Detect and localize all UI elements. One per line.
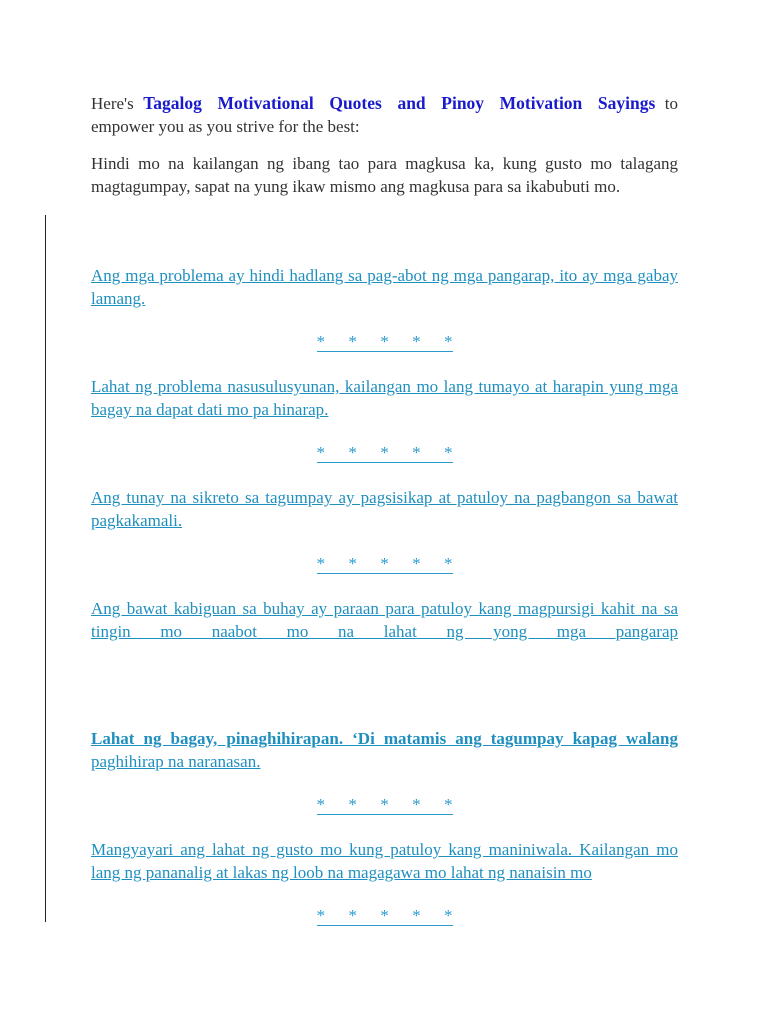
margin-rule: [45, 215, 46, 922]
quote-link[interactable]: Ang bawat kabiguan sa buhay ay paraan para patuloy kang magpursigi kahit na sa tingin mo naabot mo na lahat ng yong mga pangarap: [91, 599, 678, 641]
intro-title-link[interactable]: Tagalog Motivational Quotes and Pinoy Motivation Sayings: [143, 93, 656, 113]
separator: * * * * *: [316, 332, 453, 351]
separator: * * * * *: [316, 906, 453, 925]
intro-suffix: to empower you as you strive for the best:: [91, 94, 679, 136]
quote-link[interactable]: Ang mga problema ay hindi hadlang sa pag-abot ng mga pangarap, ito ay mga gabay lamang.: [91, 266, 678, 308]
quote-bold-part: Lahat ng bagay, pinaghihirapan. ‘Di matamis ang tagumpay kapag walang: [91, 729, 678, 748]
quote-link[interactable]: [91, 727, 678, 773]
separator: * * * * *: [316, 554, 453, 573]
quote-normal-part: paghihirap na naranasan.: [91, 752, 261, 771]
separator: * * * * *: [316, 795, 453, 814]
intro-paragraph: [91, 92, 678, 138]
quote-link[interactable]: Mangyayari ang lahat ng gusto mo kung patuloy kang maniniwala. Kailangan mo lang ng pananalig at lakas ng loob na magagawa mo lahat ng nanaisin mo: [91, 840, 678, 882]
intro-prefix: Here's: [91, 94, 144, 113]
document-body: [91, 92, 678, 926]
quote-link[interactable]: Lahat ng problema nasusulusyunan, kailangan mo lang tumayo at harapin yung mga bagay na dapat dati mo pa hinarap.: [91, 377, 678, 419]
lead-paragraph: Hindi mo na kailangan ng ibang tao para magkusa ka, kung gusto mo talagang magtagumpay, sapat na yung ikaw mismo ang magkusa para sa ikabubuti mo.: [91, 154, 678, 196]
quote-link[interactable]: Ang tunay na sikreto sa tagumpay ay pagsisikap at patuloy na pagbangon sa bawat pagkakamali.: [91, 488, 678, 530]
separator: * * * * *: [316, 443, 453, 462]
